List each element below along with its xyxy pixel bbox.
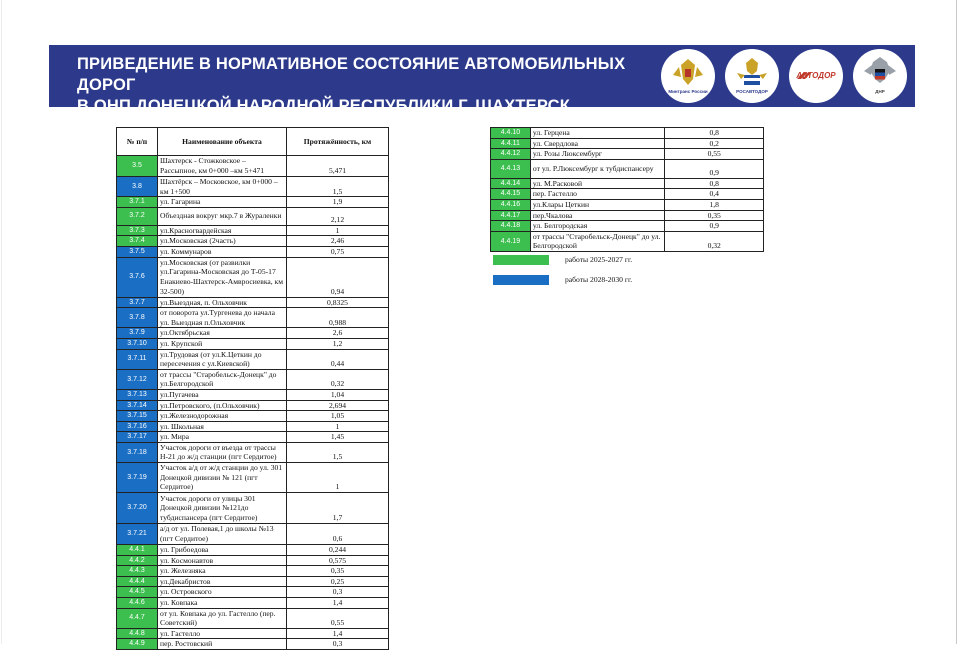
row-length-km: 1 [287, 225, 389, 236]
table-row [491, 231, 764, 251]
legend-item-2028-2030 [493, 275, 793, 285]
table-row [117, 246, 389, 257]
mintrans-caption: Минтранс России [668, 89, 708, 94]
table-row [491, 149, 764, 160]
row-object-name: ул.Железнодорожная [158, 411, 287, 422]
row-code: 4.4.9 [117, 639, 158, 650]
row-code: 3.7.4 [117, 236, 158, 247]
title-line-1: ПРИВЕДЕНИЕ В НОРМАТИВНОЕ СОСТОЯНИЕ АВТОМОБИЛЬНЫХ ДОРОГ [77, 55, 626, 94]
table-row [117, 400, 389, 411]
table-row [117, 555, 389, 566]
row-object-name: от трассы "Старобельск-Донецк" до ул.Белгородской [158, 369, 287, 389]
row-object-name: ул. Островского [158, 587, 287, 598]
row-length-km: 0,32 [287, 369, 389, 389]
table-row [117, 389, 389, 400]
table-row [117, 207, 389, 225]
row-code: 4.4.1 [117, 545, 158, 556]
row-length-km: 1,2 [287, 338, 389, 349]
row-code: 3.7.6 [117, 257, 158, 297]
row-code: 3.7.19 [117, 463, 158, 493]
table-row [117, 297, 389, 308]
row-object-name: от поворота ул.Тургенева до начала ул. Выездная п.Ольховчик [158, 308, 287, 328]
row-length-km: 2,46 [287, 236, 389, 247]
table-row [491, 159, 764, 178]
row-code: 3.7.14 [117, 400, 158, 411]
row-length-km: 2,6 [287, 328, 389, 339]
row-object-name: пер. Ростовский [158, 639, 287, 650]
objects-table-body [117, 156, 389, 650]
row-code: 3.7.13 [117, 389, 158, 400]
row-code: 3.7.8 [117, 308, 158, 328]
row-object-name: ул. Ковпака [158, 598, 287, 609]
table-row [117, 442, 389, 462]
row-length-km: 1,7 [287, 493, 389, 524]
table-row [491, 221, 764, 232]
table-row [117, 598, 389, 609]
row-length-km: 0,9 [665, 159, 764, 178]
row-object-name: от трассы "Старобельск-Донецк" до ул. Белгородской [530, 231, 665, 251]
table-header-row [117, 128, 389, 156]
row-code: 4.4.16 [491, 199, 531, 210]
table-row [117, 225, 389, 236]
row-length-km: 0,25 [287, 576, 389, 587]
row-object-name: ул. Мира [158, 432, 287, 443]
row-object-name: Шахтёрск – Московское, км 0+000 –км 1+500 [158, 177, 287, 197]
row-object-name: ул.Московская (от развилки ул.Гагарина-Московская до Т-05-17 Енакиево-Шахтерск-Амвросиевка, км 32-500) [158, 257, 287, 297]
table-row [117, 432, 389, 443]
row-length-km: 0,8 [665, 128, 764, 139]
row-object-name: ул. Гагарина [158, 197, 287, 208]
table-row [117, 308, 389, 328]
table-row [117, 197, 389, 208]
table-row [117, 156, 389, 177]
row-object-name: ул. Герцена [530, 128, 665, 139]
col-header-length: Протяжённость, км [287, 128, 389, 156]
row-object-name: Участок а/д от ж/д станции до ул. 301 Донецкой дивизии № 121 (пгт Сердитое) [158, 463, 287, 493]
dnr-emblem-icon [853, 49, 907, 103]
row-code: 3.7.16 [117, 421, 158, 432]
row-code: 3.7.3 [117, 225, 158, 236]
row-code: 3.7.18 [117, 442, 158, 462]
row-length-km: 0,8 [665, 178, 764, 189]
avtodor-wordmark: АВТОДОР [796, 71, 836, 80]
row-length-km: 0,75 [287, 246, 389, 257]
row-length-km: 1 [287, 421, 389, 432]
table-row [491, 199, 764, 210]
row-code: 4.4.12 [491, 149, 531, 160]
row-code: 4.4.4 [117, 576, 158, 587]
title-line-2: В ОНП ДОНЕЦКОЙ НАРОДНОЙ РЕСПУБЛИКИ Г. ШАХТЕРСК [77, 97, 571, 115]
row-object-name: ул. Железняка [158, 566, 287, 577]
row-code: 3.7.12 [117, 369, 158, 389]
row-code: 4.4.19 [491, 231, 531, 251]
legend-label: работы 2025-2027 гг. [565, 255, 633, 264]
row-length-km: 0,44 [287, 349, 389, 369]
row-object-name: ул. Свердлова [530, 138, 665, 149]
table-row [117, 566, 389, 577]
row-object-name: ул.Петровского, (п.Ольховчик) [158, 400, 287, 411]
objects-table-continued-body [491, 128, 764, 252]
table-row [117, 545, 389, 556]
row-object-name: ул.Московская (2часть) [158, 236, 287, 247]
avtodor-logo-icon [789, 49, 843, 103]
legend-swatch-green [493, 255, 549, 265]
row-object-name: ул.Выездная, п. Ольховчик [158, 297, 287, 308]
row-object-name: ул.Трудовая (от ул.К.Цеткин до пересечения с ул.Киевской) [158, 349, 287, 369]
row-object-name: ул. Гастелло [158, 628, 287, 639]
table-row [117, 369, 389, 389]
table-row [117, 236, 389, 247]
table-row [117, 628, 389, 639]
table-row [491, 128, 764, 139]
table-row [491, 138, 764, 149]
row-length-km: 0,35 [665, 210, 764, 221]
table-row [117, 639, 389, 650]
row-code: 3.7.20 [117, 493, 158, 524]
table-row [117, 328, 389, 339]
row-length-km: 1,4 [287, 628, 389, 639]
row-object-name: ул. Грибоедова [158, 545, 287, 556]
table-row [117, 576, 389, 587]
row-code: 4.4.7 [117, 608, 158, 628]
row-length-km: 5,471 [287, 156, 389, 177]
legend-item-2025-2027 [493, 255, 793, 265]
row-code: 4.4.8 [117, 628, 158, 639]
row-object-name: ул. Космонавтов [158, 555, 287, 566]
objects-table [116, 127, 389, 650]
rosavtodor-caption: РОСАВТОДОР [736, 89, 768, 94]
row-length-km: 1,05 [287, 411, 389, 422]
row-length-km: 0,94 [287, 257, 389, 297]
row-object-name: пер.Чкалова [530, 210, 665, 221]
row-length-km: 0,35 [287, 566, 389, 577]
row-length-km: 0,55 [287, 608, 389, 628]
table-row [117, 411, 389, 422]
table-row [117, 608, 389, 628]
row-object-name: ул. Розы Люксембург [530, 149, 665, 160]
col-header-number: № п/п [117, 128, 158, 156]
row-length-km: 1 [287, 463, 389, 493]
table-row [117, 257, 389, 297]
page-title [77, 54, 637, 117]
row-code: 4.4.13 [491, 159, 531, 178]
rosavtodor-emblem-icon [725, 49, 779, 103]
row-code: 3.7.2 [117, 207, 158, 225]
table-row [117, 587, 389, 598]
table-row [491, 189, 764, 200]
table-row [117, 177, 389, 197]
row-code: 3.7.21 [117, 524, 158, 545]
row-length-km: 1,45 [287, 432, 389, 443]
row-length-km: 1,9 [287, 197, 389, 208]
objects-table-continued [490, 127, 764, 252]
row-length-km: 0,9 [665, 221, 764, 232]
table-row [117, 493, 389, 524]
row-object-name: Объездная вокруг мкр.7 в Жураленки [158, 207, 287, 225]
row-length-km: 2,12 [287, 207, 389, 225]
row-code: 4.4.17 [491, 210, 531, 221]
legend-label: работы 2028-2030 гг. [565, 275, 633, 284]
table-row [491, 178, 764, 189]
row-code: 3.7.1 [117, 197, 158, 208]
table-row [117, 421, 389, 432]
row-object-name: ул.Октябрьская [158, 328, 287, 339]
row-length-km: 1,5 [287, 177, 389, 197]
row-object-name: Шахтерск - Стожковское – Рассыпное, км 0+000 –км 5+471 [158, 156, 287, 177]
table-row [491, 210, 764, 221]
row-object-name: ул. Белгородская [530, 221, 665, 232]
col-header-name: Наименование объекта [158, 128, 287, 156]
row-code: 3.7.15 [117, 411, 158, 422]
table-row [117, 524, 389, 545]
row-length-km: 0,6 [287, 524, 389, 545]
row-object-name: ул.Красногвардейская [158, 225, 287, 236]
row-length-km: 1,5 [287, 442, 389, 462]
row-length-km: 0,988 [287, 308, 389, 328]
row-object-name: ул.Пугачева [158, 389, 287, 400]
row-code: 4.4.10 [491, 128, 531, 139]
row-code: 3.7.9 [117, 328, 158, 339]
row-object-name: ул.Декабристов [158, 576, 287, 587]
row-length-km: 0,3 [287, 639, 389, 650]
table-row [117, 338, 389, 349]
row-length-km: 0,55 [665, 149, 764, 160]
row-length-km: 1,04 [287, 389, 389, 400]
header-banner [49, 45, 915, 115]
row-code: 3.7.10 [117, 338, 158, 349]
table-row [117, 349, 389, 369]
dnr-caption: ДНР [875, 89, 885, 94]
row-code: 3.7.7 [117, 297, 158, 308]
row-code: 3.5 [117, 156, 158, 177]
row-length-km: 1,8 [665, 199, 764, 210]
row-code: 3.7.11 [117, 349, 158, 369]
row-code: 4.4.11 [491, 138, 531, 149]
row-code: 4.4.6 [117, 598, 158, 609]
row-object-name: ул. Крупской [158, 338, 287, 349]
row-length-km: 0,575 [287, 555, 389, 566]
row-code: 4.4.5 [117, 587, 158, 598]
row-length-km: 1,4 [287, 598, 389, 609]
row-object-name: Участок дороги от улицы 301 Донецкой дивизии №121до тубдиспансера (пгт Сердитое) [158, 493, 287, 524]
row-length-km: 0,3 [287, 587, 389, 598]
row-code: 4.4.14 [491, 178, 531, 189]
table-row [117, 463, 389, 493]
row-object-name: ул. Школьная [158, 421, 287, 432]
row-length-km: 0,2 [665, 138, 764, 149]
row-object-name: от ул. Р.Люксембург к тубдиспансеру [530, 159, 665, 178]
row-length-km: 0,8325 [287, 297, 389, 308]
mintrans-emblem-icon [661, 49, 715, 103]
row-code: 3.7.5 [117, 246, 158, 257]
row-length-km: 2,694 [287, 400, 389, 411]
row-object-name: а/д от ул. Полевая,1 до школы №13 (пгт Сердитое) [158, 524, 287, 545]
row-length-km: 0,32 [665, 231, 764, 251]
row-object-name: ул.Клары Цеткин [530, 199, 665, 210]
row-object-name: ул. Коммунаров [158, 246, 287, 257]
row-code: 4.4.15 [491, 189, 531, 200]
row-code: 4.4.18 [491, 221, 531, 232]
row-code: 3.8 [117, 177, 158, 197]
row-code: 4.4.3 [117, 566, 158, 577]
row-code: 4.4.2 [117, 555, 158, 566]
legend-swatch-blue [493, 275, 549, 285]
row-length-km: 0,4 [665, 189, 764, 200]
row-code: 3.7.17 [117, 432, 158, 443]
row-object-name: от ул. Ковпака до ул. Гастелло (пер. Советский) [158, 608, 287, 628]
row-object-name: ул. М.Расковой [530, 178, 665, 189]
row-length-km: 0,244 [287, 545, 389, 556]
row-object-name: Участок дороги от въезда от трассы Н-21 до ж/д станции (пгт Сердитое) [158, 442, 287, 462]
row-object-name: пер. Гастелло [530, 189, 665, 200]
